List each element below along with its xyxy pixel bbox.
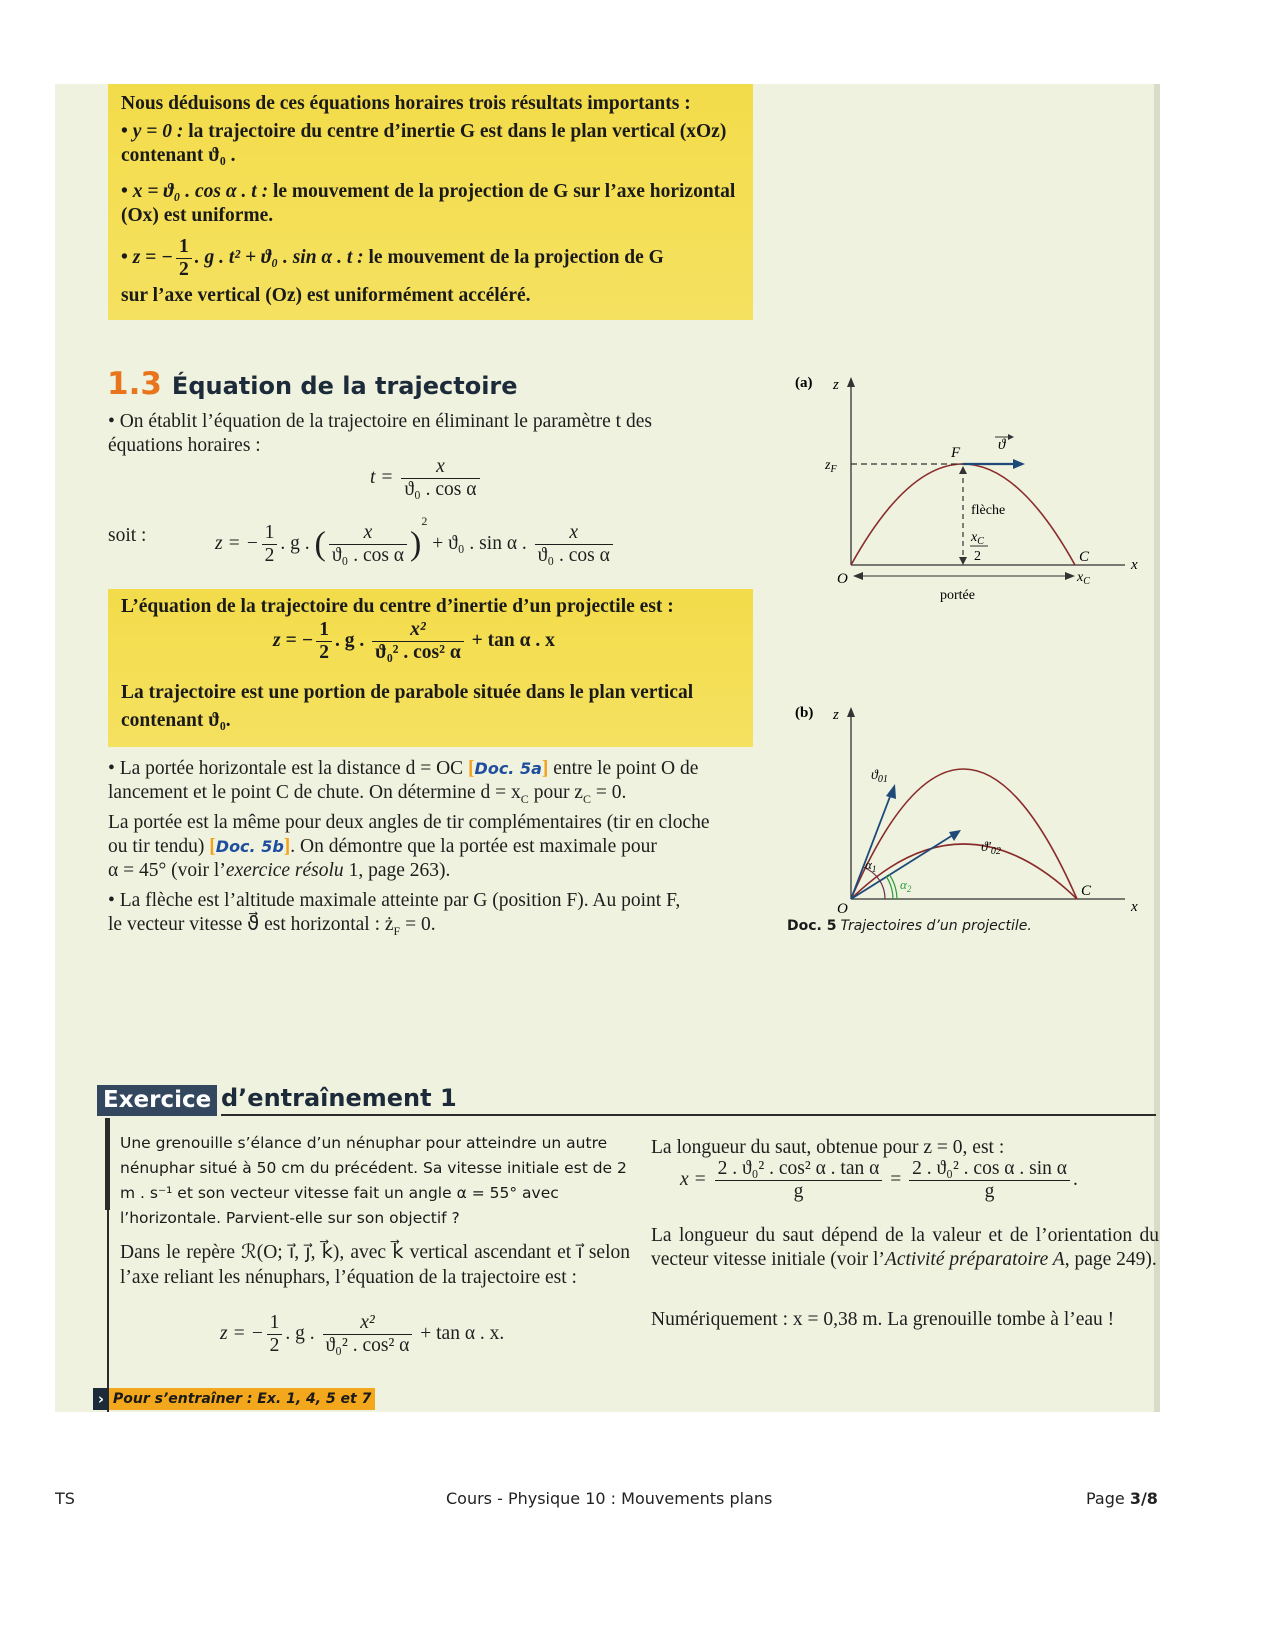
exercise-badge: Exercice: [97, 1085, 217, 1116]
origin-label: O: [837, 571, 848, 587]
fleche-arrow-up-icon: [959, 466, 967, 474]
result-y0-equation: y = 0 :: [132, 121, 184, 142]
figure-label-b: (b): [795, 705, 814, 721]
portee-line2-end: = 0.: [590, 782, 627, 803]
eq-mid: . g .: [335, 629, 365, 651]
trajectory-diagram-a: [785, 369, 1155, 609]
fleche-label: flèche: [971, 503, 1006, 518]
sub-c: C: [520, 791, 529, 806]
t-equation: [370, 456, 483, 501]
section-number: 1.3: [107, 366, 162, 402]
frac-num: x: [329, 522, 407, 545]
portee-arrow-left-icon: [853, 572, 863, 580]
exercise-trajectory-equation: [220, 1312, 504, 1357]
frac-den: ϑ₀ . cos α: [537, 545, 610, 567]
z-eq-mid: . g .: [280, 533, 310, 554]
fraction-half: [262, 522, 278, 567]
section-title: Équation de la trajectoire: [171, 372, 518, 400]
bracket-close: ]: [541, 758, 549, 779]
portee-line-5: [108, 859, 450, 883]
result-x-uniform: • x = ϑ₀ . cos α . t : le mouvement de la projection de G sur l’axe horizontal (Ox) est uniforme.: [121, 181, 736, 226]
alpha1-label: $\alpha_1$: [865, 857, 877, 874]
eq-lhs: z = −: [220, 1322, 264, 1344]
jump-length-intro: La longueur du saut, obtenue pour z = 0, est :: [651, 1137, 1005, 1158]
last-fraction: [535, 522, 613, 567]
z-eq-plus: + ϑ₀ . sin α .: [432, 533, 527, 554]
z-eq-lhs: z = −: [215, 533, 259, 554]
frac-num: x²: [323, 1312, 413, 1335]
sub-c: C: [582, 791, 591, 806]
result-y0-text: la trajectoire du centre d’inertie G est dans le plan vertical (xOz) contenant ϑ₀ .: [121, 121, 727, 166]
result-z-eq-suffix: . g . t² + ϑ₀ . sin α . t :: [194, 246, 364, 268]
eq-mid: . g .: [285, 1322, 315, 1344]
frac-num: 1: [176, 236, 192, 259]
exercise-title: d’entraînement 1: [221, 1084, 457, 1112]
eq-rhs: + tan α . x: [471, 629, 555, 651]
figure-caption: [787, 918, 1032, 934]
point-C-label: C: [1081, 883, 1092, 899]
section-paragraph-1: • On établit l’équation de la trajectoire en éliminant le paramètre t des: [108, 411, 652, 432]
key-results-box: [108, 84, 753, 320]
main-fraction: [372, 619, 464, 664]
doc-5a-link[interactable]: Doc. 5a: [474, 759, 542, 778]
frac-den: ϑ₀ . cos α: [331, 545, 405, 567]
result-y0: • y = 0 : la trajectoire du centre d’inertie G est dans le plan vertical (xOz) contenant ϑ₀ .: [121, 121, 727, 166]
trajectory-conclusion-2: contenant ϑ₀.: [121, 710, 231, 731]
frac-num: 1: [262, 522, 278, 545]
portee-line5-b: 1, page 263).: [343, 860, 451, 881]
fraction-half: [316, 619, 332, 664]
exercise-statement: Une grenouille s’élance d’un nénuphar pour atteindre un autre nénuphar situé à 50 cm du précédent. Sa vitesse initiale est de 2 m . s⁻¹ et son vecteur vitesse fait un angle α = 55° avec l’horizontale. Parvient-elle sur son objectif ?: [120, 1134, 627, 1227]
squared: 2: [421, 514, 428, 528]
numerical-result: Numériquement : x = 0,38 m. La grenouille tombe à l’eau !: [651, 1309, 1115, 1330]
key-results-intro: Nous déduisons de ces équations horaires trois résultats importants :: [121, 93, 691, 114]
portee-line2-text: lancement et le point C de chute. On détermine d = x: [108, 782, 521, 803]
period: .: [1072, 1168, 1078, 1190]
trajectory-diagram-b: [785, 699, 1155, 914]
portee-line-3: La portée est la même pour deux angles de tir complémentaires (tir en cloche: [108, 812, 710, 833]
frac-den: g: [793, 1181, 804, 1202]
portee-arrow-right-icon: [1065, 572, 1075, 580]
fraction-1: [715, 1158, 883, 1203]
fraction-half: [267, 1312, 283, 1357]
eq-lhs: z = −: [273, 629, 314, 651]
frac-num: x: [401, 456, 479, 479]
frac-num: x: [535, 522, 613, 545]
z-axis-label: z: [833, 377, 839, 393]
activite-preparatoire-link[interactable]: Activité préparatoire A: [884, 1249, 1065, 1270]
v01-arrow-icon: [886, 784, 896, 799]
t-eq-lhs: t =: [370, 466, 394, 488]
frac-den: 2: [319, 642, 330, 663]
exercice-resolu-link[interactable]: exercice résolu: [225, 860, 344, 881]
bracket-open: [: [468, 758, 475, 779]
fleche-line-1: • La flèche est l’altitude maximale atteinte par G (position F). Au point F,: [108, 890, 681, 911]
caption-doc-ref: Doc. 5: [787, 918, 837, 934]
result-z-text-2: sur l’axe vertical (Oz) est uniformément accéléré.: [121, 285, 531, 306]
xc-half-num: $x_C$: [971, 530, 984, 547]
dependence-text-a: La longueur du saut dépend de la valeur et de l’orientation du vecteur vitesse initiale (voir l’: [651, 1225, 1159, 1270]
fleche-line2-text: le vecteur vitesse ϑ⃗ est horizontal : ż: [108, 914, 394, 935]
footer-page-number: [1086, 1489, 1158, 1508]
practice-link-label: Pour s’entraîner : Ex. 1, 4, 5 et 7: [109, 1388, 375, 1410]
fleche-line2-end: = 0.: [400, 914, 436, 935]
sub-f: F: [393, 923, 401, 938]
z-axis-arrow-icon: [847, 377, 855, 387]
result-z-accelerated: • z = − $\frac{1}{2}$ . g . t² + ϑ₀ . sin α . t : le mouvement de la projection de G: [121, 236, 664, 280]
soit-label: soit :: [108, 525, 147, 546]
point-F-label: F: [951, 445, 961, 461]
fraction-half: [176, 236, 192, 281]
frac-num: x²: [372, 619, 464, 642]
section-paragraph-1b: équations horaires :: [108, 435, 261, 456]
frac-num: 1: [316, 619, 332, 642]
x-lhs: x =: [680, 1168, 707, 1190]
paren-fraction: [329, 522, 407, 567]
equals-sign: =: [890, 1168, 902, 1190]
paren-open: (: [314, 525, 326, 563]
t-eq-fraction: [401, 456, 479, 501]
trajectory-equation-box: [108, 589, 753, 747]
frac-den: ϑ₀ . cos α: [404, 479, 477, 500]
portee-text-b: entre le point O de: [553, 758, 699, 779]
practice-link-bar[interactable]: [93, 1388, 375, 1410]
eq-rhs: + tan α . x.: [420, 1322, 505, 1344]
frac-num: 2 . ϑ₀² . cos² α . tan α: [715, 1158, 883, 1181]
trajectory-equation: [273, 619, 555, 664]
page-prefix: Page: [1086, 1489, 1130, 1508]
xc-half-den: 2: [974, 549, 981, 564]
frac-den: 2: [269, 1335, 280, 1356]
xC-label: $x_C$: [1077, 570, 1090, 587]
exercise-solution-intro: Dans le repère ℛ(O; i⃗, j⃗, k⃗), avec k⃗ vertical ascendant et i⃗ selon l’axe reliant les nénuphars, l’équation de la trajectoire est :: [120, 1242, 630, 1288]
zF-label: $z_F$: [825, 458, 837, 475]
portee-line2-mid: pour z: [528, 782, 583, 803]
velocity-label: ϑ: [998, 437, 1006, 453]
footer-class-label: TS: [55, 1489, 75, 1508]
origin-label: O: [837, 901, 848, 914]
v02-label: $ϑ'_{02}$: [981, 840, 1001, 857]
velocity-vector-arrow-icon: [1013, 459, 1025, 469]
main-fraction: [323, 1312, 413, 1357]
bracket-open: [: [209, 836, 216, 857]
fleche-line-2: [108, 913, 436, 943]
scanned-page: [55, 84, 1160, 1412]
frac-den: 2: [264, 545, 275, 567]
v01-label: $ϑ_{01}$: [871, 768, 888, 785]
high-trajectory-curve: [851, 769, 1077, 899]
fraction-2: [909, 1158, 1070, 1203]
point-C-label: C: [1079, 549, 1090, 565]
caption-text: Trajectoires d’un projectile.: [840, 918, 1032, 934]
frac-num: 1: [267, 1312, 283, 1335]
portee-text-a: • La portée horizontale est la distance d = OC: [108, 758, 464, 779]
portee-line-1: [108, 757, 758, 781]
frac-den: 2: [178, 259, 189, 280]
bracket-close: ]: [283, 836, 291, 857]
dependence-text-b: , page 249).: [1064, 1249, 1157, 1270]
result-x-text: le mouvement de la projection de G sur l’axe horizontal (Ox) est uniforme.: [121, 181, 736, 226]
trajectory-conclusion: La trajectoire est une portion de parabole située dans le plan vertical: [121, 682, 694, 703]
jump-length-equation: [680, 1158, 1078, 1203]
x-axis-label: x: [1131, 899, 1138, 914]
trajectory-box-heading: L’équation de la trajectoire du centre d’inertie d’un projectile est :: [121, 596, 674, 617]
z-axis-arrow-icon: [847, 707, 855, 717]
low-trajectory-curve: [851, 844, 1077, 899]
portee-label: portée: [940, 588, 975, 603]
frac-num: 2 . ϑ₀² . cos α . sin α: [909, 1158, 1070, 1181]
frac-den: ϑ₀² . cos² α: [375, 642, 461, 663]
alpha2-label: $\alpha_2$: [900, 877, 912, 894]
footer-course-title: Cours - Physique 10 : Mouvements plans: [446, 1489, 773, 1508]
portee-line-2: [108, 781, 626, 811]
paren-close: ): [410, 525, 422, 563]
exercise-rule: [221, 1114, 1156, 1116]
exercise-left-accent: [105, 1118, 110, 1210]
result-z-eq-prefix: z = −: [132, 246, 173, 268]
frac-den: g: [984, 1181, 995, 1202]
z-equation-derivation: [215, 509, 616, 567]
z-axis-label: z: [833, 707, 839, 723]
doc-5b-link[interactable]: Doc. 5b: [215, 837, 284, 856]
jump-length-dependence: [651, 1224, 1159, 1272]
result-x-equation: x = ϑ₀ . cos α . t :: [132, 181, 269, 202]
chevron-right-icon: ›: [93, 1388, 109, 1410]
portee-line5-a: α = 45° (voir l’: [108, 860, 226, 881]
portee-line4-end: . On démontre que la portée est maximale pour: [290, 836, 657, 857]
portee-line-4: [108, 835, 758, 859]
x-axis-label: x: [1131, 557, 1138, 573]
figure-label-a: (a): [795, 375, 813, 391]
portee-line4-text: ou tir tendu): [108, 836, 205, 857]
fleche-arrow-down-icon: [959, 557, 967, 565]
page-value: 3/8: [1129, 1489, 1158, 1508]
frac-den: ϑ₀² . cos² α: [325, 1335, 410, 1356]
result-z-text: le mouvement de la projection de G: [368, 246, 664, 268]
section-heading: [107, 366, 518, 402]
